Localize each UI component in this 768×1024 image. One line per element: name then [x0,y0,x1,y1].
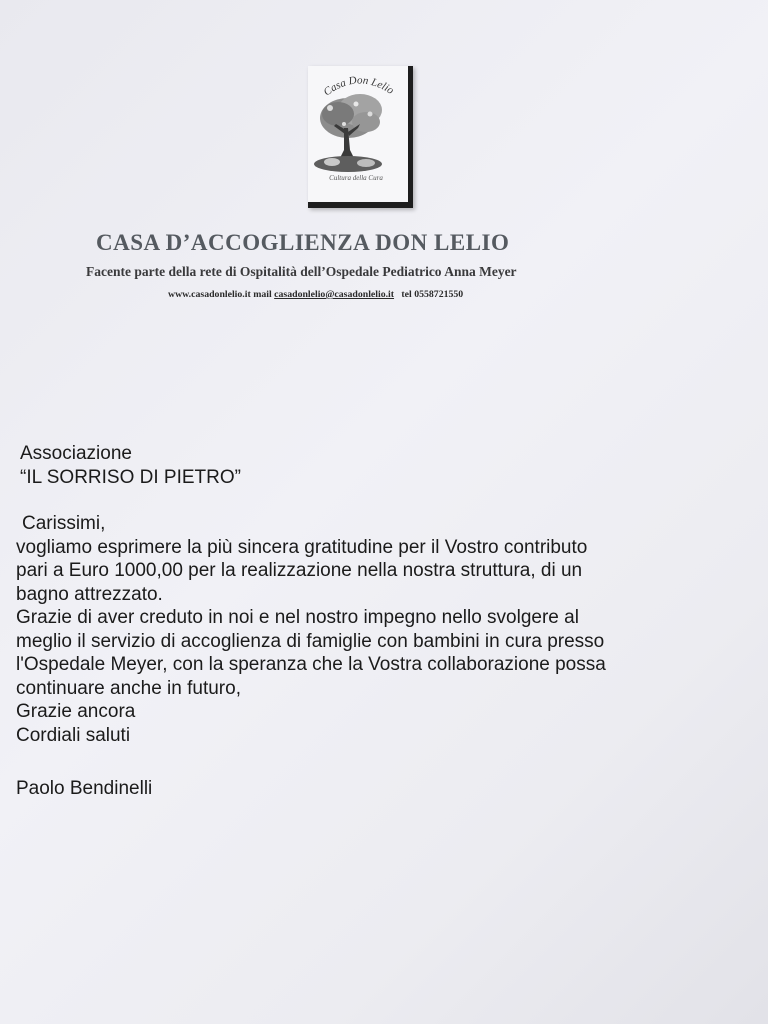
letter-line: Grazie ancora [16,701,136,722]
tel-label: tel [401,289,412,300]
website-link[interactable]: www.casadonlelio.it [168,289,251,300]
letter-line: meglio il servizio di accoglienza di famiglie con bambini in cura presso [16,630,605,652]
letter-line: Grazie di aver creduto in noi e nel nostro impegno nello svolgere al [16,607,579,628]
casa-don-lelio-logo [308,66,413,208]
salutation: Carissimi, [22,513,106,534]
recipient-line-1: Associazione [20,443,132,464]
letter-line: Cordiali saluti [16,724,131,746]
phone-number: 0558721550 [414,289,464,300]
logo-tagline: Cultura della Cura [329,174,383,182]
tree-logo-icon [308,66,408,202]
mail-label: mail [253,289,272,300]
letter-line: continuare anche in futuro, [16,677,241,699]
organization-subtitle: Facente parte della rete di Ospitalità dell’Ospedale Pediatrico Anna Meyer [86,264,517,279]
recipient-line-2: “IL SORRISO DI PIETRO” [20,466,241,488]
organization-title: CASA D’ACCOGLIENZA DON LELIO [96,230,510,255]
signature-name: Paolo Bendinelli [16,778,153,799]
letter-body [16,442,746,801]
email-link[interactable]: casadonlelio@casadonlelio.it [274,289,395,300]
letter-line: pari a Euro 1000,00 per la realizzazione nella nostra struttura, di un [16,560,583,581]
letter-line: bagno attrezzato. [16,583,163,605]
letter-line: vogliamo esprimere la più sincera gratitudine per il Vostro contributo [16,536,588,558]
letter-line: l'Ospedale Meyer, con la speranza che la Vostra collaborazione possa [16,654,606,675]
contact-line [168,289,463,300]
logo-arc-text: Casa Don Lelio [321,74,396,99]
